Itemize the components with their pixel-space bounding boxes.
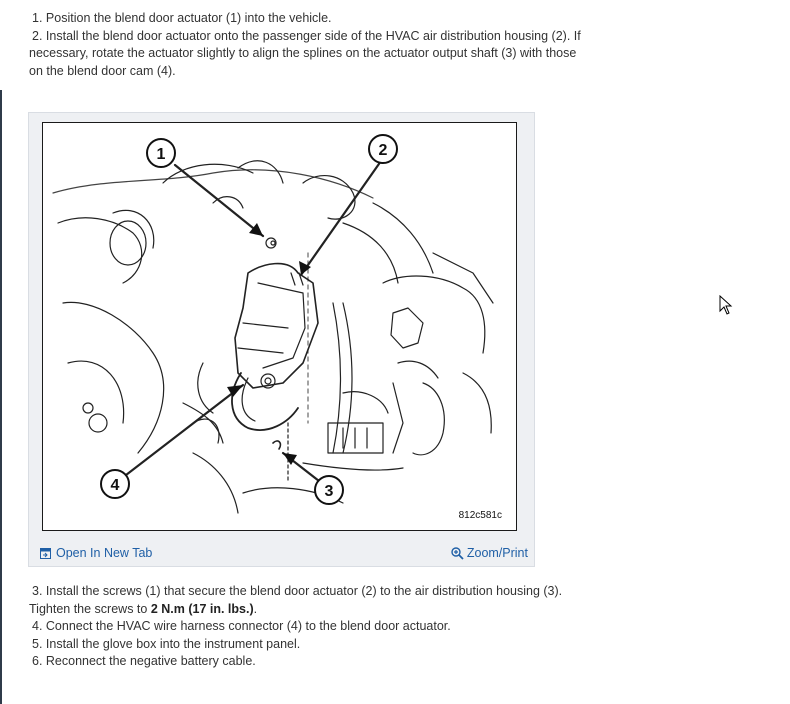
- figure-footer: [29, 541, 534, 565]
- magnifier-icon: [451, 547, 464, 560]
- open-tab-icon: [40, 548, 51, 559]
- mouse-pointer-icon: [719, 295, 733, 315]
- callout-1: [147, 139, 175, 167]
- step-2-continuation-2: on the blend door cam (4).: [29, 63, 176, 78]
- figure-panel: [28, 112, 535, 567]
- step-4: 4. Connect the HVAC wire harness connector (4) to the blend door actuator.: [32, 619, 451, 633]
- window-left-edge: [0, 0, 2, 704]
- callout-2: [369, 135, 397, 163]
- step-3-continuation: Tighten the screws to 2 N.m (17 in. lbs.).: [29, 601, 258, 616]
- callout-4: [101, 470, 129, 498]
- zoom-print-link[interactable]: [451, 546, 528, 560]
- instruction-steps-top: [29, 10, 609, 80]
- step-6: 6. Reconnect the negative battery cable.: [32, 654, 256, 668]
- step-1: 1. Position the blend door actuator (1) into the vehicle.: [32, 11, 332, 25]
- step-3: 3. Install the screws (1) that secure the blend door actuator (2) to the air distribution housing (3).: [32, 584, 563, 598]
- figure-code: 812c581c: [458, 510, 502, 521]
- torque-spec: 2 N.m (17 in. lbs.): [150, 601, 254, 616]
- step-2: 2. Install the blend door actuator onto the passenger side of the HVAC air distribution housing (2). If: [32, 28, 581, 43]
- open-in-new-tab-link[interactable]: [40, 546, 152, 560]
- step-5: 5. Install the glove box into the instrument panel.: [32, 636, 301, 651]
- actuator-illustration: [43, 123, 515, 529]
- svg-text:1: 1: [156, 146, 166, 163]
- svg-text:4: 4: [110, 477, 120, 494]
- svg-text:3: 3: [324, 483, 334, 500]
- actuator-diagram: [42, 122, 517, 531]
- instruction-steps-bottom: [29, 583, 609, 671]
- zoom-print-label: Zoom/Print: [466, 546, 528, 560]
- svg-text:2: 2: [378, 142, 388, 159]
- open-in-new-tab-label: Open In New Tab: [56, 546, 153, 560]
- callout-3: [315, 476, 343, 504]
- step-2-continuation: necessary, rotate the actuator slightly to align the splines on the actuator output shaft (3) with those: [29, 46, 577, 60]
